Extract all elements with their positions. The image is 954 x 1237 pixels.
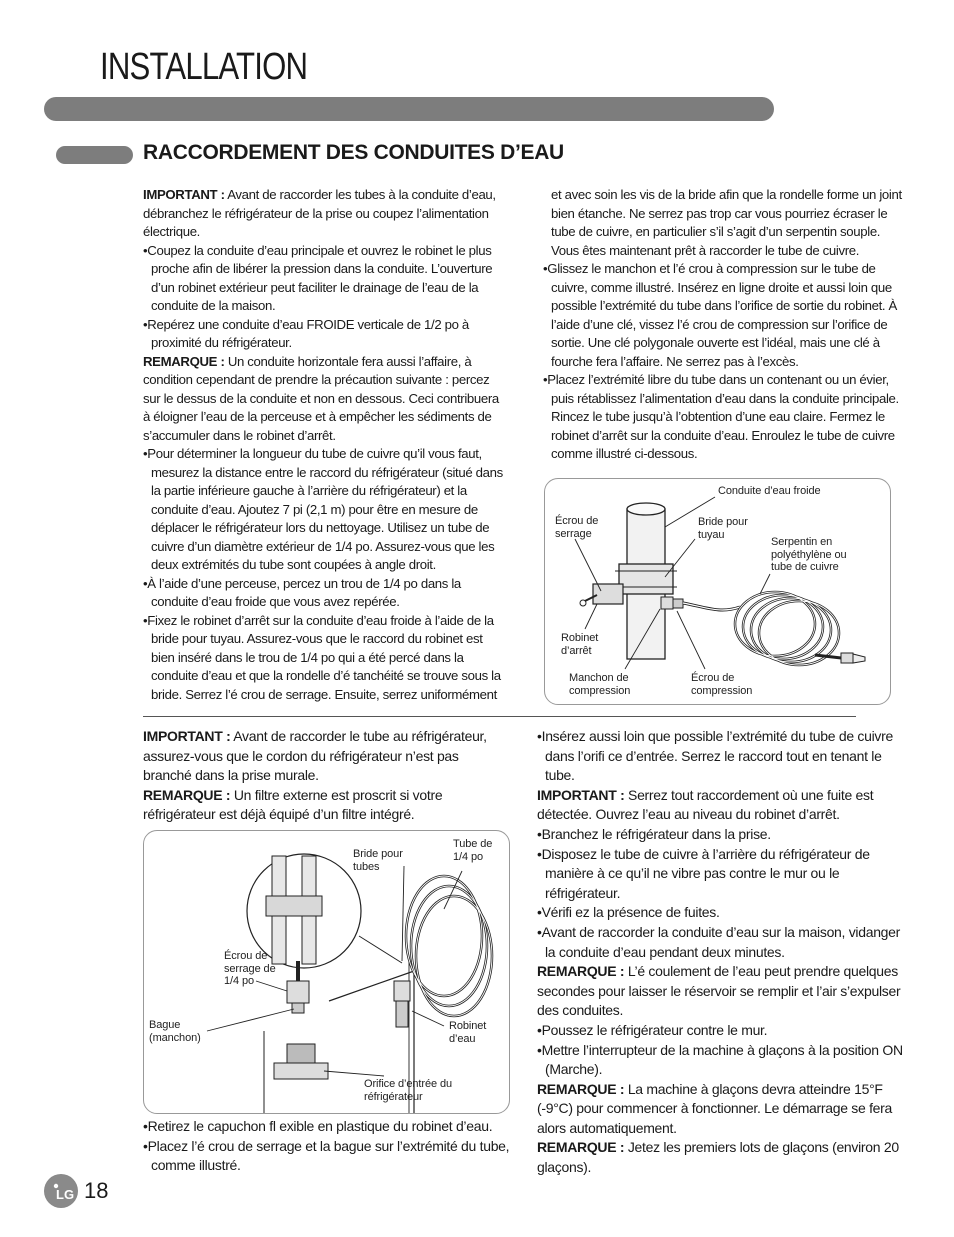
label-pipe-clamp: Bride pour tuyau — [698, 516, 748, 541]
remarque-note — [143, 786, 508, 825]
list-item-text: Insérez aussi loin que possible l’extrémité du tube de cuivre dans l’orifi ce d’entrée. Serrez le raccord tout en tenant le tube. — [541, 728, 893, 784]
label-clamp-nut: Écrou de serrage — [555, 515, 599, 540]
important-note — [143, 727, 508, 786]
remarque-text: Un conduite horizontale fera aussi l’affaire, à condition cependant de prendre la précaution suivante : percez sur le dessus de la conduite et non en dessous. Ceci contribuera à éloigner l’eau de la perceuse et à empêcher les sédiments de s’accumuler dans le robinet d’arrêt. — [143, 353, 499, 443]
important-label: IMPORTANT : — [143, 728, 231, 744]
remarque-note — [537, 962, 910, 1021]
bottom-right-column — [537, 727, 910, 1178]
label-clamp-nut: Écrou de serrage de 1/4 po — [224, 950, 276, 987]
remarque-text: Jetez les premiers lots de glaçons (environ 20 glaçons). — [537, 1139, 899, 1176]
water-line-illustration — [545, 479, 890, 704]
continued-text: et avec soin les vis de la bride afin que la rondelle forme un joint bien étanche. Ne serrez pas trop car vous pourriez écraser le tube de cuivre, en particulier s’il s’agit d’un serpentin souple. Vous êtes maintenant prêt à raccorder le tube de cuivre. — [551, 187, 902, 258]
list-item-text: Glissez le manchon et l’é crou à compression sur le tube de cuivre, comme illustré. Insérez en ligne droite et aussi loin que possible l’extrémité du tube dans l’orifice de sortie du robinet. À l’aide d’une clé, vissez l’é crou de compression sur l’orifice de sortie. Une clé polygonale ouverte est l’idéal, mais une clé à fourche fera l’affaire. Ne serrez pas à l’excès. — [547, 261, 898, 369]
list-item: •Branchez le réfrigérateur dans la prise. — [537, 825, 771, 842]
top-left-column — [143, 186, 508, 704]
remarque-text: L’é coulement de l’eau peut prendre quelques secondes pour laisser le réservoir se remplir et l’air s’expulser des conduites. — [537, 963, 901, 1019]
list-item: •Pour déterminer la longueur du tube de cuivre qu’il vous faut, mesurez la distance entre le raccord du réfrigérateur (situé dans la partie inférieure gauche à l’arrière du réfrigérateur) et la conduite d’eau. Ajoutez 7 pi (2,1 m) pour être en mesure de déplacer le réfrigérateur lors du nettoyage. Utilisez un tube de cuivre d’un diamètre extérieur de 1/4 po. Assurez-vous que les deux extrémités du tube sont coupées à angle droit. — [143, 446, 503, 572]
list-item-text: Vérifi ez la présence de fuites. — [541, 904, 720, 921]
important-text: Serrez tout raccordement où une fuite est détectée. Ouvrez l’eau au niveau du robinet d’arrêt. — [537, 786, 874, 823]
label-tube-clamp: Bride pour tubes — [353, 848, 403, 873]
important-note — [537, 786, 910, 825]
bottom-left-bullets — [143, 1117, 513, 1176]
list-item-text: Pour déterminer la longueur du tube de cuivre qu’il vous faut, mesurez la distance entre le raccord du réfrigérateur (situé dans la partie inférieure gauche à l’arrière du réfrigérateur) et la conduite d’eau. Ajoutez 7 pi (2,1 m) pour être en mesure de déplacer le réfrigérateur lors du nettoyage. Utilisez un tube de cuivre d’un diamètre extérieur de 1/4 po. Assurez-vous que les deux extrémités du tube sont coupées à angle droit. — [147, 446, 503, 572]
remarque-label: REMARQUE : — [143, 786, 231, 803]
important-label: IMPORTANT : — [143, 187, 225, 202]
list-item-text: Repérez une conduite d’eau FROIDE verticale de 1/2 po à proximité du réfrigérateur. — [147, 316, 469, 350]
list-item: •Mettre l’interrupteur de la machine à glaçons à la position ON (Marche). — [537, 1041, 903, 1078]
refrigerator-connection-diagram — [143, 830, 510, 1114]
important-label: IMPORTANT : — [537, 786, 625, 803]
water-line-diagram — [544, 478, 891, 705]
list-item-text: Placez l’extrémité libre du tube dans un contenant ou un évier, puis rétablissez l’alimentation d’eau dans la conduite principale. Rincez le tube jusqu’à l’obtention d’une eau claire. Fermez le robinet d’arrêt sur la conduite d’eau. Enroulez le tube de cuivre comme illustré ci-dessous. — [547, 372, 899, 461]
remarque-note — [143, 353, 508, 446]
lg-logo-icon — [44, 1174, 78, 1208]
list-item: •Placez l’extrémité libre du tube dans un contenant ou un évier, puis rétablissez l’alimentation d’eau dans la conduite principale. Rincez le tube jusqu’à l’obtention d’une eau claire. Fermez le robinet d’arrêt sur la conduite d’eau. Enroulez le tube de cuivre comme illustré ci-dessous. — [543, 372, 899, 461]
remarque-text: Un filtre externe est proscrit si votre réfrigérateur est déjà équipé d’un filtre intégré. — [143, 786, 443, 823]
label-tube-size: Tube de 1/4 po — [453, 838, 493, 863]
refrigerator-connection-illustration — [144, 831, 509, 1113]
list-item: •Avant de raccorder la conduite d’eau sur la maison, vidanger la conduite d’eau pendant deux minutes. — [537, 923, 901, 960]
list-item-text: Poussez le réfrigérateur contre le mur. — [541, 1021, 768, 1038]
list-item: •Disposez le tube de cuivre à l’arrière du réfrigérateur de manière à ce qu’il ne vibre pas contre le mur ou le réfrigérateur. — [537, 845, 870, 901]
remarque-label: REMARQUE : — [537, 1080, 625, 1097]
section-divider — [143, 716, 856, 717]
list-item-text: Branchez le réfrigérateur dans la prise. — [541, 825, 771, 842]
section-heading: RACCORDEMENT DES CONDUITES D’EAU — [143, 141, 564, 164]
remarque-text: La machine à glaçons devra atteindre 15°F (-9°C) pour commencer à fonctionner. Le démarrage se fera alors automatiquement. — [537, 1080, 893, 1136]
label-shutoff-valve: Robinet d’arrêt — [561, 632, 599, 657]
list-item: •Insérez aussi loin que possible l’extrémité du tube de cuivre dans l’orifi ce d’entrée. Serrez le raccord tout en tenant le tube. — [537, 728, 893, 784]
page-title: INSTALLATION — [100, 46, 308, 88]
list-item: •Vérifi ez la présence de fuites. — [537, 904, 720, 921]
list-item-text: Coupez la conduite d’eau principale et ouvrez le robinet le plus proche afin de libérer la pression dans la conduite. L’ouverture d’un robinet extérieur peut faciliter le drainage de l’eau de la conduite de la maison. — [147, 242, 493, 313]
list-item: •Placez l’é crou de serrage et la bague sur l’extrémité du tube, comme illustré. — [143, 1137, 510, 1174]
label-water-valve: Robinet d’eau — [449, 1020, 487, 1045]
list-item: •Glissez le manchon et l’é crou à compression sur le tube de cuivre, comme illustré. Insérez en ligne droite et aussi loin que possible l’extrémité du tube dans l’orifice de sortie du robinet. À l’aide d’une clé, vissez l’é crou de compression sur l’orifice de sortie. Une clé polygonale ouverte est l’idéal, mais une clé à fourche fera l’affaire. Ne serrez pas à l’excès. — [543, 261, 898, 369]
label-cold-water-line: Conduite d’eau froide — [718, 485, 821, 497]
list-item-text: Fixez le robinet d’arrêt sur la conduite d’eau froide à l’aide de la bride pour tuyau. Assurez-vous que le raccord du robinet est bien inséré dans le trou de 1/4 po qui a été percé dans la conduite d’eau et que la rondelle d’é tanchéité se trouve sous la bride. Serrez l’é crou de serrage. Ensuite, serrez uniformément — [147, 612, 501, 702]
lg-logo-mark — [44, 1174, 78, 1208]
list-item-text: Disposez le tube de cuivre à l’arrière du réfrigérateur de manière à ce qu’il ne vibre pas contre le mur ou le réfrigérateur. — [541, 845, 870, 901]
label-compression-nut: Écrou de compression — [691, 672, 753, 697]
list-item: •Repérez une conduite d’eau FROIDE verticale de 1/2 po à proximité du réfrigérateur. — [143, 316, 469, 350]
page-number: 18 — [84, 1178, 109, 1203]
section-pill — [56, 146, 133, 164]
list-item: •Coupez la conduite d’eau principale et ouvrez le robinet le plus proche afin de libérer la pression dans la conduite. L’ouverture d’un robinet extérieur peut faciliter le drainage de l’eau de la conduite de la maison. — [143, 242, 493, 313]
label-ferrule: Bague (manchon) — [149, 1019, 201, 1044]
list-item: •Retirez le capuchon fl exible en plastique du robinet d’eau. — [143, 1118, 493, 1134]
remarque-note — [537, 1138, 910, 1177]
label-compression-sleeve: Manchon de compression — [569, 672, 631, 697]
list-item-text: À l’aide d’une perceuse, percez un trou de 1/4 po dans la conduite d’eau froide que vous avez repérée. — [147, 575, 461, 609]
important-text: Avant de raccorder les tubes à la conduite d’eau, débranchez le réfrigérateur de la prise ou coupez l’alimentation électrique. — [143, 187, 496, 239]
label-inlet-port: Orifice d’entrée du réfrigérateur — [364, 1078, 452, 1103]
remarque-label: REMARQUE : — [143, 353, 225, 369]
list-item: •Fixez le robinet d’arrêt sur la conduite d’eau froide à l’aide de la bride pour tuyau. Assurez-vous que le raccord du robinet est bien inséré dans le trou de 1/4 po qui a été percé dans la conduite d’eau et que la rondelle d’é tanchéité se trouve sous la bride. Serrez l’é crou de serrage. Ensuite, serrez uniformément — [143, 612, 501, 702]
remarque-note — [537, 1080, 910, 1139]
bottom-left-column — [143, 727, 508, 825]
important-text: Avant de raccorder le tube au réfrigérateur, assurez-vous que le cordon du réfrigérateur n’est pas branché dans la prise murale. — [143, 728, 487, 784]
title-bar — [44, 97, 774, 121]
list-item-text: Avant de raccorder la conduite d’eau sur la maison, vidanger la conduite d’eau pendant deux minutes. — [541, 923, 901, 960]
list-item: •À l’aide d’une perceuse, percez un trou de 1/4 po dans la conduite d’eau froide que vous avez repérée. — [143, 575, 461, 609]
lg-logo-text: LG — [56, 1187, 75, 1202]
top-right-column — [543, 186, 905, 464]
important-note — [143, 186, 508, 242]
list-item-text: Placez l’é crou de serrage et la bague sur l’extrémité du tube, comme illustré. — [147, 1137, 510, 1174]
list-item-text: Mettre l’interrupteur de la machine à glaçons à la position ON (Marche). — [541, 1041, 903, 1078]
remarque-label: REMARQUE : — [537, 963, 625, 980]
list-item-text: Retirez le capuchon fl exible en plastique du robinet d’eau. — [147, 1118, 493, 1134]
label-tubing-coil: Serpentin en polyéthylène ou tube de cuivre — [771, 536, 847, 573]
list-item: •Poussez le réfrigérateur contre le mur. — [537, 1021, 768, 1038]
remarque-label: REMARQUE : — [537, 1139, 625, 1156]
